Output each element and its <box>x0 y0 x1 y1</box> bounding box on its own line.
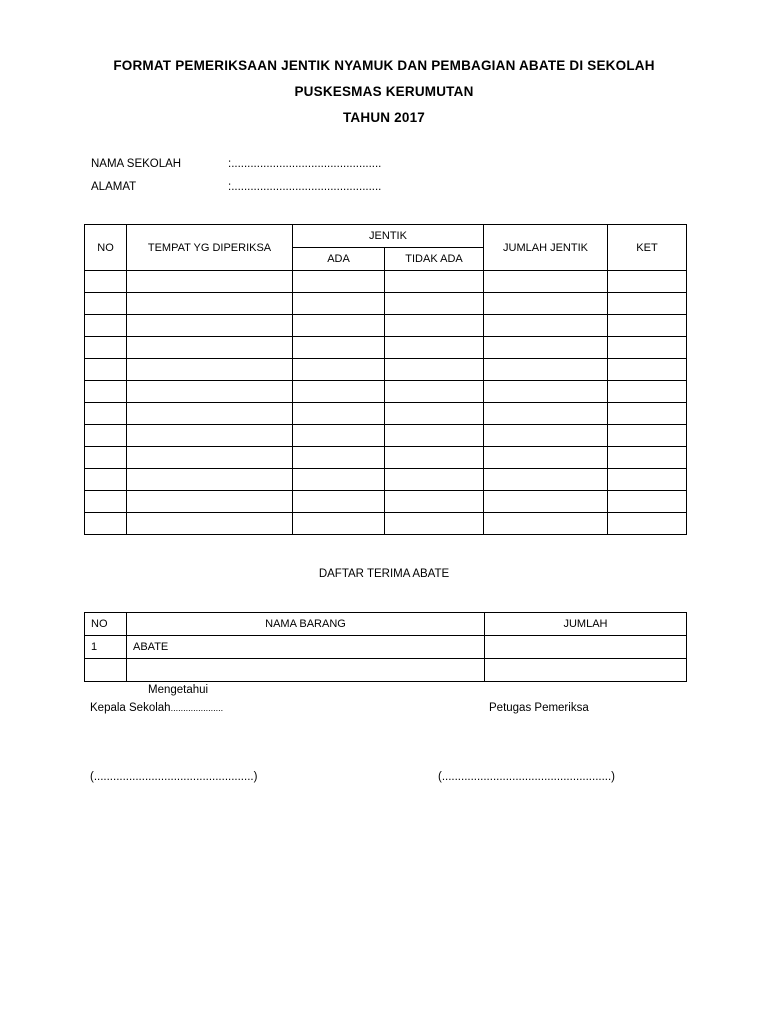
cell-ket <box>608 403 687 425</box>
cell-place <box>127 359 293 381</box>
cell-jumlah <box>484 315 608 337</box>
header-ada: ADA <box>293 248 385 271</box>
kepala-sekolah-dots: ..................... <box>170 703 224 713</box>
table-row <box>85 315 687 337</box>
cell-place <box>127 425 293 447</box>
cell-ada <box>293 359 385 381</box>
abate-cell-nama: ABATE <box>127 636 485 659</box>
cell-no <box>85 293 127 315</box>
cell-no <box>85 403 127 425</box>
cell-tidak-ada <box>385 271 484 293</box>
header-jumlah-jentik: JUMLAH JENTIK <box>484 225 608 271</box>
abate-table <box>84 612 687 682</box>
table-row <box>85 659 687 682</box>
cell-no <box>85 447 127 469</box>
cell-ada <box>293 337 385 359</box>
headmaster-signature-line: (..................................................) <box>90 771 258 783</box>
table-row <box>85 337 687 359</box>
cell-jumlah <box>484 491 608 513</box>
cell-tidak-ada <box>385 469 484 491</box>
table-row <box>85 425 687 447</box>
cell-ada <box>293 403 385 425</box>
cell-place <box>127 381 293 403</box>
cell-place <box>127 513 293 535</box>
table-row <box>85 513 687 535</box>
document-title: FORMAT PEMERIKSAAN JENTIK NYAMUK DAN PEMBAGIAN ABATE DI SEKOLAH <box>113 58 655 73</box>
cell-no <box>85 337 127 359</box>
cell-tidak-ada <box>385 381 484 403</box>
address-label: ALAMAT <box>91 181 137 193</box>
cell-ket <box>608 293 687 315</box>
school-name-label: NAMA SEKOLAH <box>91 158 182 170</box>
cell-ket <box>608 381 687 403</box>
header-ket: KET <box>608 225 687 271</box>
cell-tidak-ada <box>385 447 484 469</box>
cell-no <box>85 381 127 403</box>
table-row <box>85 491 687 513</box>
table-row <box>85 469 687 491</box>
cell-jumlah <box>484 381 608 403</box>
cell-tidak-ada <box>385 513 484 535</box>
cell-ket <box>608 337 687 359</box>
school-name-value: :............................................... <box>228 158 382 170</box>
abate-header-jumlah: JUMLAH <box>485 613 687 636</box>
cell-tidak-ada <box>385 359 484 381</box>
puskesmas-name: PUSKESMAS KERUMUTAN <box>294 84 474 99</box>
mengetahui-label: Mengetahui <box>148 684 209 696</box>
document-year: TAHUN 2017 <box>342 110 426 125</box>
cell-jumlah <box>484 293 608 315</box>
cell-no <box>85 315 127 337</box>
table-row <box>85 636 687 659</box>
abate-cell-no <box>85 659 127 682</box>
abate-header-nama: NAMA BARANG <box>127 613 485 636</box>
cell-place <box>127 271 293 293</box>
cell-tidak-ada <box>385 425 484 447</box>
cell-ket <box>608 315 687 337</box>
cell-tidak-ada <box>385 337 484 359</box>
cell-ket <box>608 469 687 491</box>
cell-no <box>85 491 127 513</box>
cell-ada <box>293 447 385 469</box>
cell-ada <box>293 469 385 491</box>
kepala-sekolah-label: Kepala Sekolah <box>90 702 171 714</box>
cell-ada <box>293 425 385 447</box>
cell-jumlah <box>484 359 608 381</box>
cell-ket <box>608 513 687 535</box>
cell-ket <box>608 425 687 447</box>
table-row <box>85 359 687 381</box>
table-row <box>85 271 687 293</box>
header-jentik: JENTIK <box>293 225 484 248</box>
address-value: :............................................... <box>228 181 382 193</box>
kepala-sekolah-line <box>90 702 223 714</box>
abate-cell-no: 1 <box>85 636 127 659</box>
abate-cell-jumlah <box>485 659 687 682</box>
cell-tidak-ada <box>385 491 484 513</box>
header-no: NO <box>85 225 127 271</box>
header-tidak-ada: TIDAK ADA <box>385 248 484 271</box>
cell-jumlah <box>484 447 608 469</box>
cell-jumlah <box>484 403 608 425</box>
abate-cell-jumlah <box>485 636 687 659</box>
abate-list-title: DAFTAR TERIMA ABATE <box>318 568 450 580</box>
header-place: TEMPAT YG DIPERIKSA <box>127 225 293 271</box>
cell-no <box>85 359 127 381</box>
cell-jumlah <box>484 337 608 359</box>
cell-tidak-ada <box>385 403 484 425</box>
cell-place <box>127 293 293 315</box>
table-row <box>85 447 687 469</box>
cell-place <box>127 403 293 425</box>
cell-no <box>85 271 127 293</box>
cell-place <box>127 315 293 337</box>
cell-jumlah <box>484 469 608 491</box>
cell-ket <box>608 271 687 293</box>
inspection-table <box>84 224 687 535</box>
cell-place <box>127 491 293 513</box>
cell-ada <box>293 491 385 513</box>
table-row <box>85 381 687 403</box>
cell-ket <box>608 491 687 513</box>
cell-jumlah <box>484 513 608 535</box>
cell-ada <box>293 315 385 337</box>
cell-no <box>85 425 127 447</box>
cell-ada <box>293 293 385 315</box>
cell-ket <box>608 447 687 469</box>
officer-signature-line: (.....................................................) <box>438 771 615 783</box>
cell-ada <box>293 513 385 535</box>
cell-place <box>127 337 293 359</box>
abate-cell-nama <box>127 659 485 682</box>
table-row <box>85 403 687 425</box>
cell-jumlah <box>484 271 608 293</box>
cell-tidak-ada <box>385 315 484 337</box>
inspection-table-body <box>85 271 687 535</box>
cell-ada <box>293 381 385 403</box>
cell-jumlah <box>484 425 608 447</box>
petugas-label: Petugas Pemeriksa <box>489 702 589 714</box>
cell-tidak-ada <box>385 293 484 315</box>
cell-place <box>127 447 293 469</box>
table-row <box>85 293 687 315</box>
abate-header-no: NO <box>85 613 127 636</box>
cell-no <box>85 513 127 535</box>
cell-ada <box>293 271 385 293</box>
cell-no <box>85 469 127 491</box>
cell-ket <box>608 359 687 381</box>
cell-place <box>127 469 293 491</box>
